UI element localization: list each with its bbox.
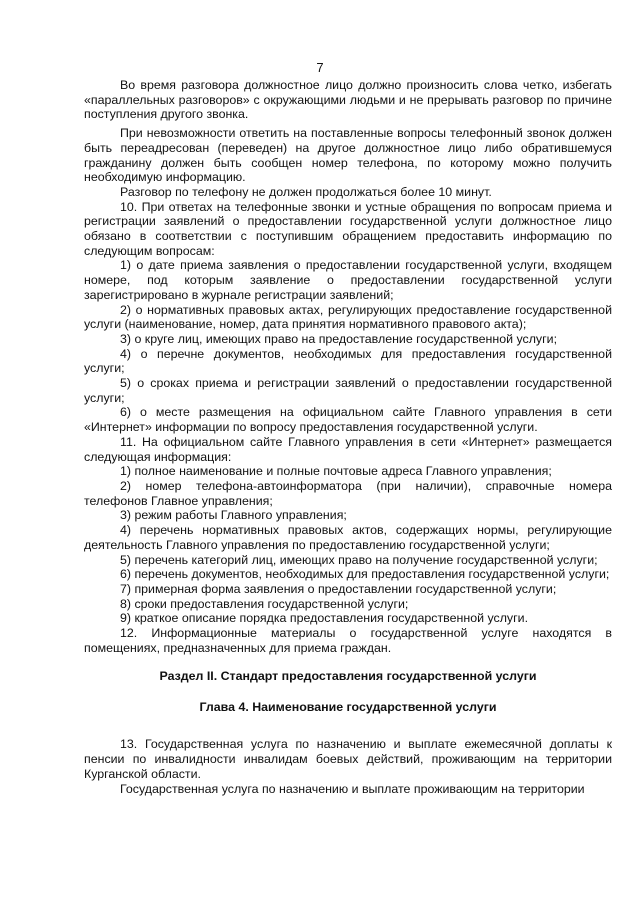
paragraph: 13. Государственная услуга по назначению и выплате ежемесячной доплаты к пенсии по инвалидности инвалидам боевых действий, проживающим на территории Курганской области. bbox=[84, 737, 612, 781]
page-number: 7 bbox=[316, 60, 324, 75]
list-item: 5) перечень категорий лиц, имеющих право на получение государственной услуги; bbox=[120, 552, 598, 567]
paragraph: 11. На официальном сайте Главного управления в сети «Интернет» размещается следующая информация: bbox=[84, 434, 612, 464]
list-item: 6) перечень документов, необходимых для предоставления государственной услуги; bbox=[120, 567, 610, 582]
list-item: 3) о круге лиц, имеющих право на предоставление государственной услуги; bbox=[120, 331, 558, 346]
section-title: Раздел II. Стандарт предоставления государственной услуги bbox=[159, 669, 537, 684]
paragraph: Во время разговора должностное лицо должно произносить слова четко, избегать «параллельных разговоров» с окружающими людьми и не прерывать разговор по причине поступления другого звонка. bbox=[84, 78, 612, 122]
list-item: 4) о перечне документов, необходимых для предоставления государственной услуги; bbox=[84, 346, 612, 376]
list-item: 1) о дате приема заявления о предоставлении государственной услуги, входящем номере, под которым заявление о предоставлении государственной услуги зарегистрировано в журнале регистрации заявлений; bbox=[84, 258, 612, 302]
list-item: 4) перечень нормативных правовых актов, содержащих нормы, регулирующие деятельность Главного управления по предоставлению государственной услуги; bbox=[84, 523, 612, 552]
list-item: 7) примерная форма заявления о предоставлении государственной услуги; bbox=[120, 581, 557, 596]
document-body bbox=[84, 78, 612, 796]
chapter-title: Глава 4. Наименование государственной услуги bbox=[199, 700, 497, 715]
paragraph: 10. При ответах на телефонные звонки и устные обращения по вопросам приема и регистрации заявлений о предоставлении государственной услуги должностное лицо обязано в соответствии с поступившим обращением предоставить информацию по следующим вопросам: bbox=[84, 199, 612, 258]
list-item: 6) о месте размещения на официальном сайте Главного управления в сети «Интернет» информации по вопросу предоставления государственной услуги. bbox=[84, 405, 612, 435]
list-item: 1) полное наименование и полные почтовые адреса Главного управления; bbox=[120, 464, 552, 479]
paragraph: Разговор по телефону не должен продолжаться более 10 минут. bbox=[120, 184, 492, 199]
list-item: 5) о сроках приема и регистрации заявлений о предоставлении государственной услуги; bbox=[84, 376, 612, 405]
list-item: 2) о нормативных правовых актах, регулирующих предоставление государственной услуги (наименование, номер, дата принятия нормативного правового акта); bbox=[84, 302, 612, 332]
list-item: 2) номер телефона-автоинформатора (при наличии), справочные номера телефонов Главное управления; bbox=[84, 478, 612, 508]
paragraph: При невозможности ответить на поставленные вопросы телефонный звонок должен быть переадресован (переведен) на другое должностное лицо либо обратившемуся гражданину должен быть сообщен номер телефона, по которому можно получить необходимую информацию. bbox=[84, 126, 612, 185]
paragraph: Государственная услуга по назначению и выплате проживающим на территории bbox=[120, 781, 585, 796]
list-item: 3) режим работы Главного управления; bbox=[120, 508, 347, 523]
paragraph: 12. Информационные материалы о государственной услуге находятся в помещениях, предназначенных для приема граждан. bbox=[84, 626, 612, 655]
list-item: 8) сроки предоставления государственной услуги; bbox=[120, 596, 409, 611]
list-item: 9) краткое описание порядка предоставления государственной услуги. bbox=[120, 611, 529, 626]
